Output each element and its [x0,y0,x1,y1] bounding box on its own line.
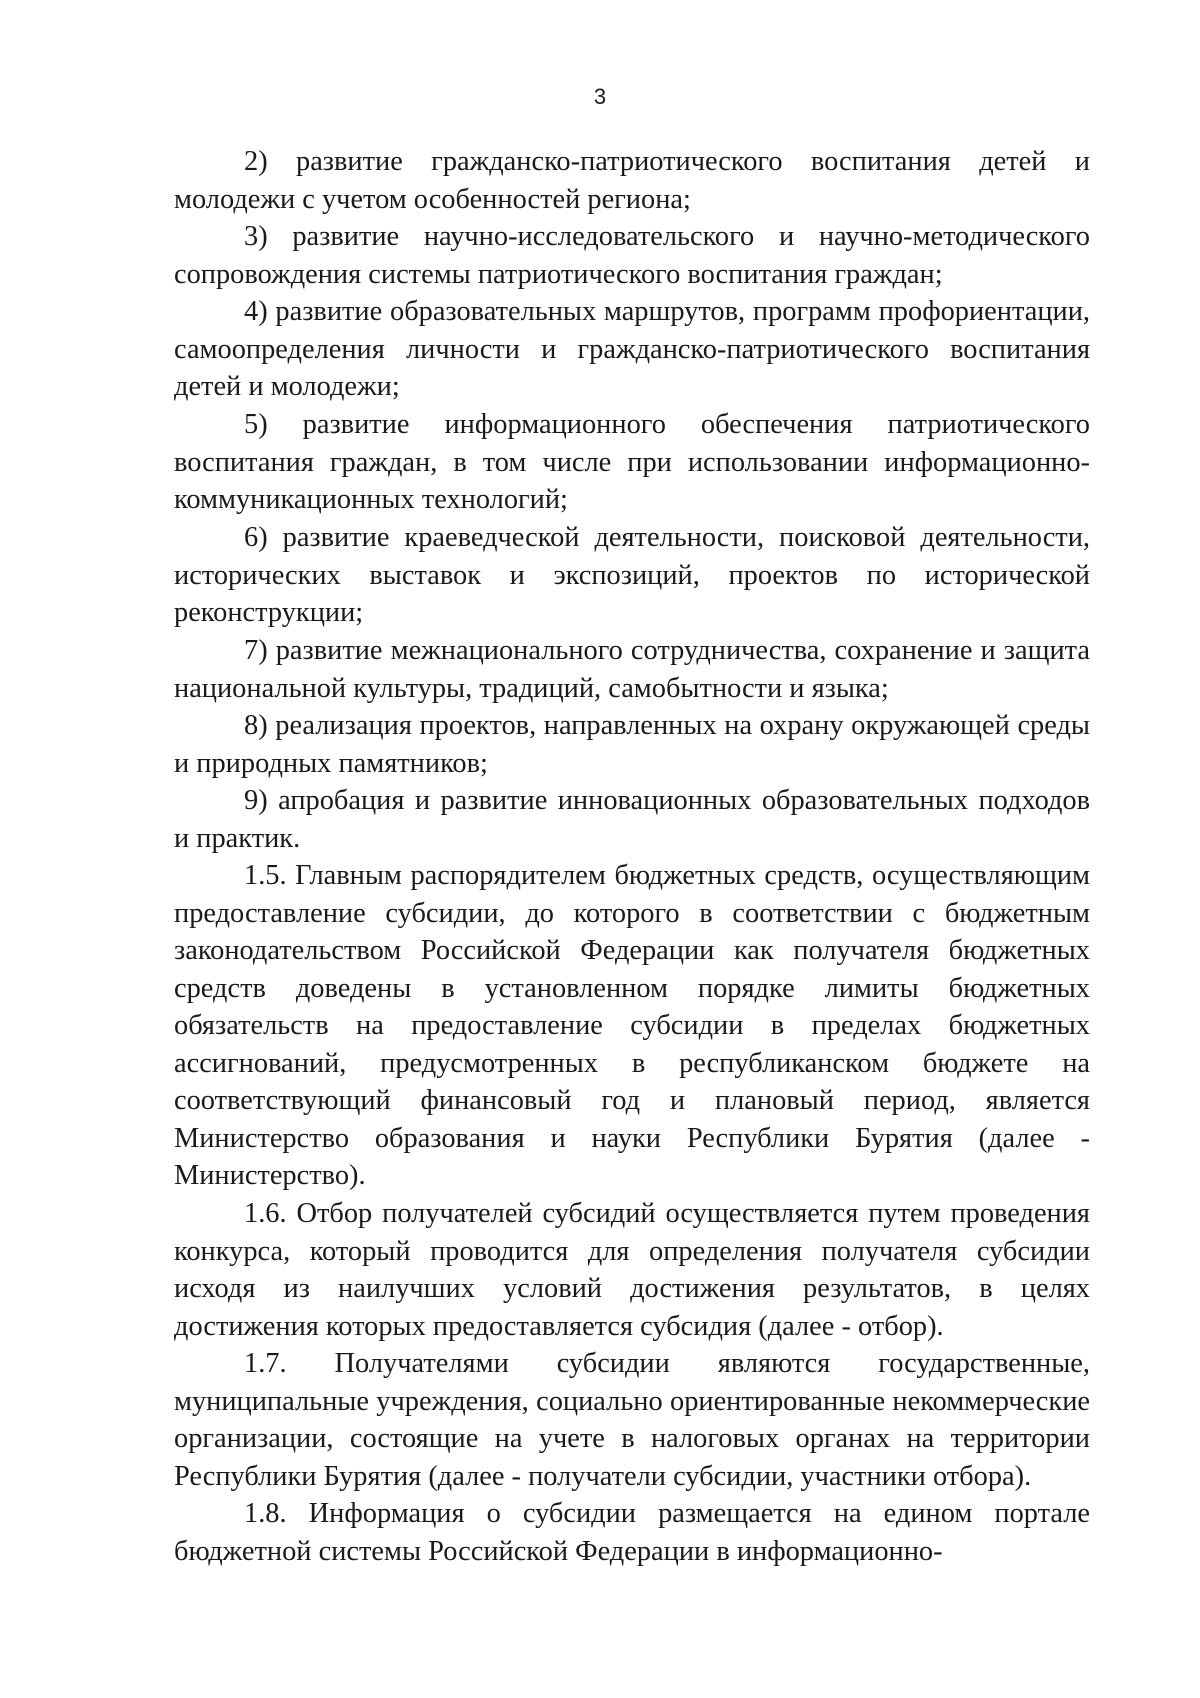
paragraph-1-7: 1.7. Получателями субсидии являются государственные, муниципальные учреждения, социально ориентированные некоммерческие организации, состоящие на учете в налоговых органах на территории Республики Бурятия (далее - получатели субсидии, участники отбора). [174,1348,1090,1492]
paragraph-item-7: 7) развитие межнационального сотрудничества, сохранение и защита национальной культуры, традиций, самобытности и языка; [174,635,1090,704]
paragraph-1-5: 1.5. Главным распорядителем бюджетных средств, осуществляющим предоставление субсидии, до которого в соответствии с бюджетным законодательством Российской Федерации как получателя бюджетных средств доведены в установленном порядке лимиты бюджетных обязательств на предоставление субсидии в пределах бюджетных ассигнований, предусмотренных в республиканском бюджете на соответствующий финансовый год и плановый период, является Министерство образования и науки Республики Бурятия (далее - Министерство). [174,860,1090,1191]
paragraph-1-6: 1.6. Отбор получателей субсидий осуществляется путем проведения конкурса, который проводится для определения получателя субсидии исходя из наилучших условий достижения результатов, в целях достижения которых предоставляется субсидия (далее - отбор). [174,1198,1090,1342]
paragraph-item-9: 9) апробация и развитие инновационных образовательных подходов и практик. [174,785,1090,854]
paragraph-item-3: 3) развитие научно-исследовательского и научно-методического сопровождения системы патриотического воспитания граждан; [174,221,1090,290]
paragraph-item-6: 6) развитие краеведческой деятельности, поисковой деятельности, исторических выставок и экспозиций, проектов по исторической реконструкции; [174,522,1090,628]
page-number: 3 [593,84,607,109]
paragraph-item-4: 4) развитие образовательных маршрутов, программ профориентации, самоопределения личности и гражданско-патриотического воспитания детей и молодежи; [174,296,1090,402]
paragraph-1-8: 1.8. Информация о субсидии размещается на едином портале бюджетной системы Российской Федерации в информационно- [174,1498,1090,1567]
paragraph-item-2: 2) развитие гражданско-патриотического воспитания детей и молодежи с учетом особенностей региона; [174,146,1090,215]
paragraph-item-5: 5) развитие информационного обеспечения патриотического воспитания граждан, в том числе при использовании информационно-коммуникационных технологий; [174,409,1090,515]
paragraph-item-8: 8) реализация проектов, направленных на охрану окружающей среды и природных памятников; [174,710,1090,779]
